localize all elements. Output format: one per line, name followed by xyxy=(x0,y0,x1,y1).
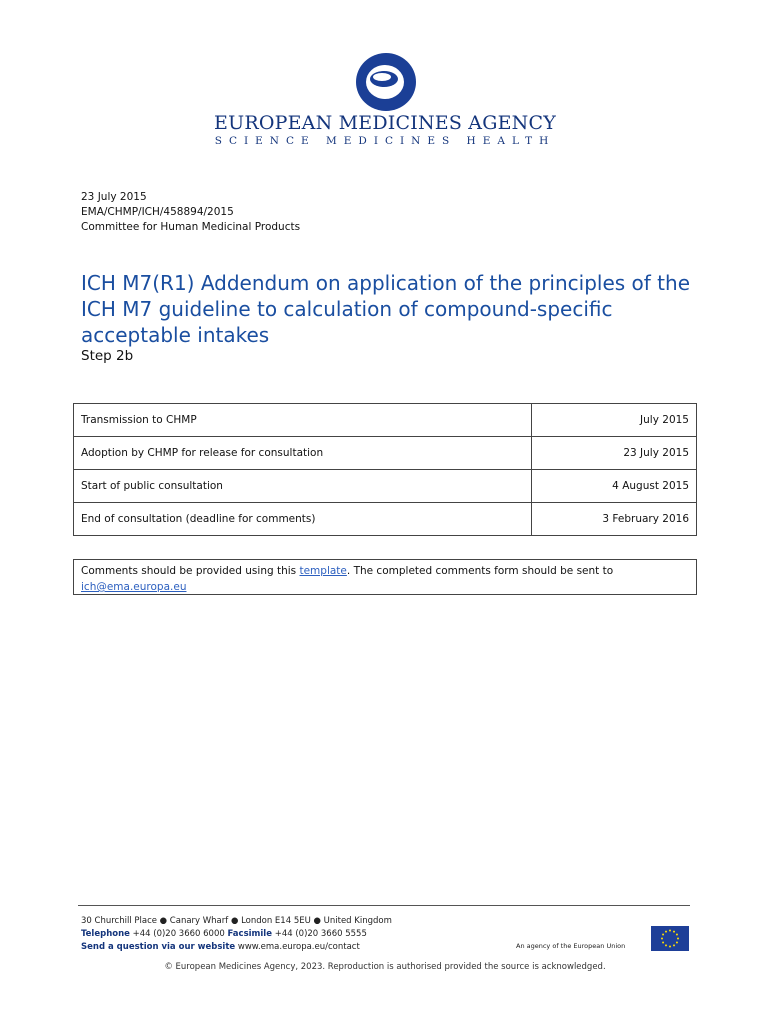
footer-address: 30 Churchill Place ● Canary Wharf ● London E14 5EU ● United Kingdom xyxy=(81,916,392,926)
question-label: Send a question via our website xyxy=(81,942,236,952)
agency-tagline: SCIENCE MEDICINES HEALTH xyxy=(214,135,556,147)
footer-contact xyxy=(81,915,392,954)
eu-star-icon xyxy=(662,934,664,936)
comments-text-middle: . The completed comments form should be sent to xyxy=(346,565,614,577)
timeline-date: 23 July 2015 xyxy=(532,437,697,470)
footer-divider xyxy=(78,905,690,906)
eu-agency-note: An agency of the European Union xyxy=(516,942,626,950)
timeline-table xyxy=(73,403,697,536)
document-reference: EMA/CHMP/ICH/458894/2015 xyxy=(81,206,234,218)
facsimile-label: Facsimile xyxy=(227,929,272,939)
eu-star-icon xyxy=(661,938,663,940)
facsimile-number: +44 (0)20 3660 5555 xyxy=(272,929,367,939)
timeline-label: Transmission to CHMP xyxy=(74,404,532,437)
footer-phone-line xyxy=(81,928,392,941)
comments-notice xyxy=(73,559,697,595)
table-row xyxy=(74,503,697,536)
eu-star-icon xyxy=(669,946,671,948)
document-step: Step 2b xyxy=(81,348,134,364)
telephone-label: Telephone xyxy=(81,929,130,939)
eu-star-icon xyxy=(662,942,664,944)
copyright-notice: © European Medicines Agency, 2023. Reproduction is authorised provided the source is acknowledged. xyxy=(164,962,606,972)
eu-star-icon xyxy=(676,942,678,944)
eu-flag-icon xyxy=(651,926,689,951)
timeline-date: 3 February 2016 xyxy=(532,503,697,536)
timeline-label: Start of public consultation xyxy=(74,470,532,503)
template-link[interactable]: template xyxy=(299,565,347,577)
table-row xyxy=(74,470,697,503)
eu-star-icon xyxy=(673,944,675,946)
eu-star-icon xyxy=(669,930,671,932)
document-date: 23 July 2015 xyxy=(81,191,147,203)
eu-star-icon xyxy=(676,934,678,936)
timeline-label: Adoption by CHMP for release for consultation xyxy=(74,437,532,470)
agency-name: EUROPEAN MEDICINES AGENCY xyxy=(214,112,556,134)
telephone-number: +44 (0)20 3660 6000 xyxy=(129,929,228,939)
eu-star-icon xyxy=(677,938,679,940)
timeline-date: July 2015 xyxy=(532,404,697,437)
committee-name: Committee for Human Medicinal Products xyxy=(81,221,301,233)
timeline-label: End of consultation (deadline for comments) xyxy=(74,503,532,536)
table-row xyxy=(74,404,697,437)
eu-star-icon xyxy=(665,931,667,933)
email-link[interactable]: ich@ema.europa.eu xyxy=(81,581,187,593)
contact-url[interactable]: www.ema.europa.eu/contact xyxy=(235,942,360,952)
table-row xyxy=(74,437,697,470)
eu-star-icon xyxy=(665,944,667,946)
footer-question-line xyxy=(81,941,392,954)
document-meta xyxy=(81,190,300,235)
eu-star-icon xyxy=(673,931,675,933)
timeline-date: 4 August 2015 xyxy=(532,470,697,503)
document-title: ICH M7(R1) Addendum on application of the principles of the ICH M7 guideline to calculation of compound-specific acceptable intakes xyxy=(81,271,690,347)
comments-text-prefix: Comments should be provided using this xyxy=(81,565,300,577)
ema-logo-icon xyxy=(354,52,418,112)
